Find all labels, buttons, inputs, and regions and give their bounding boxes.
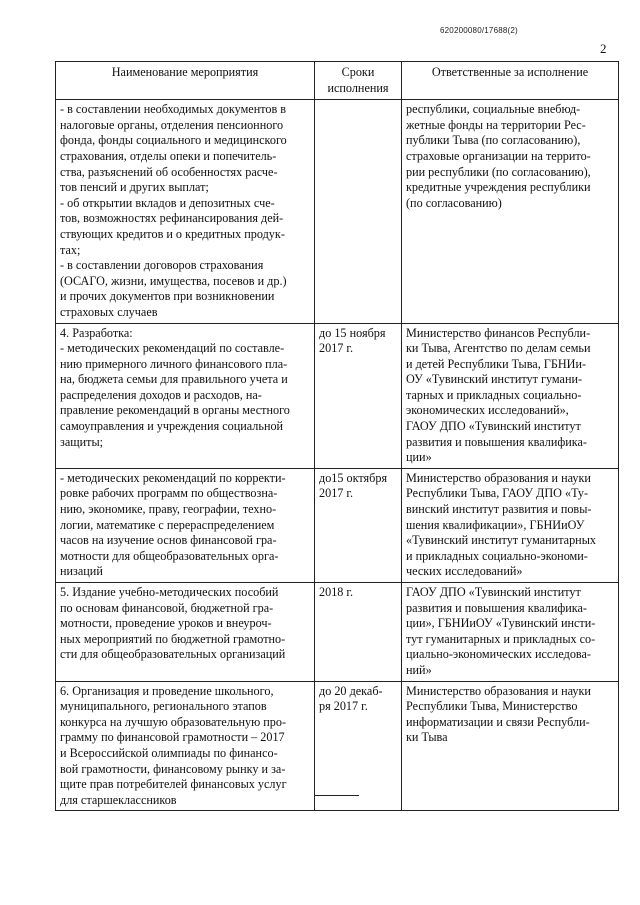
- text-line: ОУ «Тувинский институт гумани-: [406, 372, 583, 387]
- text-line: информатизации и связи Республи-: [406, 714, 590, 729]
- text-line: тов, возможностях рефинансирования дей-: [60, 211, 284, 226]
- text-line: ческих исследований»: [406, 564, 523, 579]
- text-line: - методических рекомендаций по корректи-: [60, 470, 286, 485]
- text-line: часов на изучение основ финансовой гра-: [60, 533, 277, 548]
- text-line: для старшеклассников: [60, 792, 177, 807]
- text-line: винский институт развития и повы-: [406, 502, 592, 517]
- text-line: вой грамотности, финансовому рынку и за-: [60, 761, 286, 776]
- text-line: Республики Тыва, ГАОУ ДПО «Ту-: [406, 486, 589, 501]
- responsible-cell: [402, 100, 619, 323]
- text-line: тарных и прикладных социально-: [406, 387, 582, 402]
- column-header-responsible: Ответственные за исполнение: [402, 62, 619, 100]
- text-line: распределения доходов и расходов, на-: [60, 387, 262, 402]
- text-line: 2017 г.: [319, 341, 354, 356]
- text-line: страховые организации на террито-: [406, 148, 591, 163]
- text-line: развития и повышения квалифика-: [406, 434, 587, 449]
- text-line: ГАОУ ДПО «Тувинский институт: [406, 585, 581, 599]
- text-line: ции»: [406, 450, 432, 465]
- text-line: до 15 ноября: [319, 325, 386, 340]
- end-of-document-rule: [314, 795, 359, 796]
- text-line: тах;: [60, 242, 81, 257]
- responsible-cell: [402, 323, 619, 468]
- text-line: - в составлении необходимых документов в: [60, 102, 287, 117]
- text-line: - в составлении договоров страхования: [60, 258, 264, 273]
- table-body: [56, 100, 619, 811]
- text-line: мотности, проведение уроков и внеуроч-: [60, 616, 272, 631]
- text-line: республики, социальные внебюд-: [406, 102, 581, 117]
- text-line: до 20 декаб-: [319, 683, 383, 698]
- action-plan-table: [55, 61, 619, 811]
- text-line: ря 2017 г.: [319, 699, 368, 714]
- activity-name-cell: [56, 100, 315, 323]
- text-line: на, бюджета семьи для правильного учета и: [60, 372, 288, 387]
- responsible-cell: [402, 583, 619, 682]
- text-line: Министерство образования и науки: [406, 683, 591, 698]
- text-line: ных мероприятий по бюджетной грамотно-: [60, 631, 286, 646]
- text-line: «Тувинский институт гуманитарных: [406, 533, 596, 548]
- text-line: ки Тыва, Агентство по делам семьи: [406, 341, 591, 356]
- text-line: щите прав потребителей финансовых услуг: [60, 777, 287, 792]
- text-line: рии республики (по согласованию),: [406, 164, 591, 179]
- text-line: по основам финансовой, бюджетной гра-: [60, 600, 274, 615]
- text-line: ки Тыва: [406, 730, 448, 745]
- deadline-cell: [315, 681, 402, 811]
- text-line: (по согласованию): [406, 195, 502, 210]
- text-line: Министерство финансов Республи-: [406, 325, 591, 340]
- text-line: фонда, фонды социального и медицинского: [60, 133, 287, 148]
- deadline-cell: [315, 468, 402, 582]
- text-line: низаций: [60, 564, 103, 579]
- responsible-cell: [402, 681, 619, 811]
- text-line: ГАОУ ДПО «Тувинский институт: [406, 419, 581, 434]
- responsible-cell: [402, 468, 619, 582]
- table-row: [56, 323, 619, 468]
- text-line: страхования, отделы опеки и попечитель-: [60, 148, 277, 163]
- deadline-cell: [315, 100, 402, 323]
- text-line: 6. Организация и проведение школьного,: [60, 683, 274, 698]
- text-line: правление рекомендаций в органы местного: [60, 403, 290, 418]
- text-line: 2018 г.: [319, 585, 354, 599]
- text-line: и Всероссийской олимпиады по финансо-: [60, 745, 278, 760]
- text-line: ствующих кредитов и о кредитных продук-: [60, 226, 285, 241]
- table-row: [56, 100, 619, 323]
- text-line: Министерство образования и науки: [406, 470, 591, 485]
- text-line: сти для общеобразовательных организаций: [60, 647, 286, 662]
- text-line: экономических исследований»,: [406, 403, 569, 418]
- text-line: и прочих документов при возникновении: [60, 289, 275, 304]
- text-line: ции», ГБНИиОУ «Тувинский инсти-: [406, 616, 596, 631]
- table-row: [56, 583, 619, 682]
- text-line: - методических рекомендаций по составле-: [60, 341, 285, 356]
- deadline-cell: [315, 323, 402, 468]
- text-line: 4. Разработка:: [60, 325, 133, 340]
- table-row: [56, 468, 619, 582]
- text-line: мотности для общеобразовательных орга-: [60, 548, 279, 563]
- text-line: защиты;: [60, 434, 104, 449]
- text-line: нию, экономике, праву, географии, техно-: [60, 502, 277, 517]
- text-line: и детей Республики Тыва, ГБНИи-: [406, 356, 587, 371]
- text-line: ний»: [406, 662, 432, 677]
- text-line: (ОСАГО, жизни, имущества, посевов и др.): [60, 273, 287, 288]
- text-line: ровке рабочих программ по обществозна-: [60, 486, 278, 501]
- activity-name-cell: [56, 323, 315, 468]
- text-line: циально-экономических исследова-: [406, 647, 591, 662]
- text-line: логии, математике с перераспределением: [60, 517, 275, 532]
- document-registration-number: 620200080/17688(2): [440, 26, 518, 35]
- table-header-row: [56, 62, 619, 100]
- activity-name-cell: [56, 681, 315, 811]
- text-line: Республики Тыва, Министерство: [406, 699, 578, 714]
- text-line: нию примерного личного финансового пла-: [60, 356, 288, 371]
- activity-name-cell: [56, 468, 315, 582]
- text-line: муниципального, регионального этапов: [60, 699, 267, 714]
- column-header-deadline: Сроки исполнения: [315, 62, 402, 100]
- column-header-activity-name: Наименование мероприятия: [56, 62, 315, 100]
- text-line: самоуправления и учреждения социальной: [60, 419, 284, 434]
- deadline-cell: [315, 583, 402, 682]
- text-line: публики Тыва (по согласованию),: [406, 133, 581, 148]
- text-line: конкурса на лучшую образовательную про-: [60, 714, 287, 729]
- text-line: жетные фонды на территории Рес-: [406, 117, 586, 132]
- text-line: 2017 г.: [319, 486, 354, 501]
- text-line: страховых случаев: [60, 304, 158, 319]
- text-line: ства, разъяснений об особенностях расче-: [60, 164, 278, 179]
- table-row: [56, 681, 619, 811]
- page-number: 2: [600, 41, 607, 56]
- text-line: тов пенсий и других выплат;: [60, 180, 209, 195]
- text-line: развития и повышения квалифика-: [406, 600, 587, 615]
- activity-name-cell: [56, 583, 315, 682]
- text-line: до15 октября: [319, 470, 388, 485]
- text-line: 5. Издание учебно-методических пособий: [60, 585, 279, 599]
- text-line: тут гуманитарных и прикладных со-: [406, 631, 596, 646]
- text-line: грамму по финансовой грамотности – 2017: [60, 730, 285, 745]
- text-line: - об открытии вкладов и депозитных сче-: [60, 195, 275, 210]
- text-line: и прикладных социально-экономи-: [406, 548, 588, 563]
- text-line: шения квалификации», ГБНИиОУ: [406, 517, 585, 532]
- text-line: кредитные учреждения республики: [406, 180, 591, 195]
- text-line: налоговые органы, отделения пенсионного: [60, 117, 284, 132]
